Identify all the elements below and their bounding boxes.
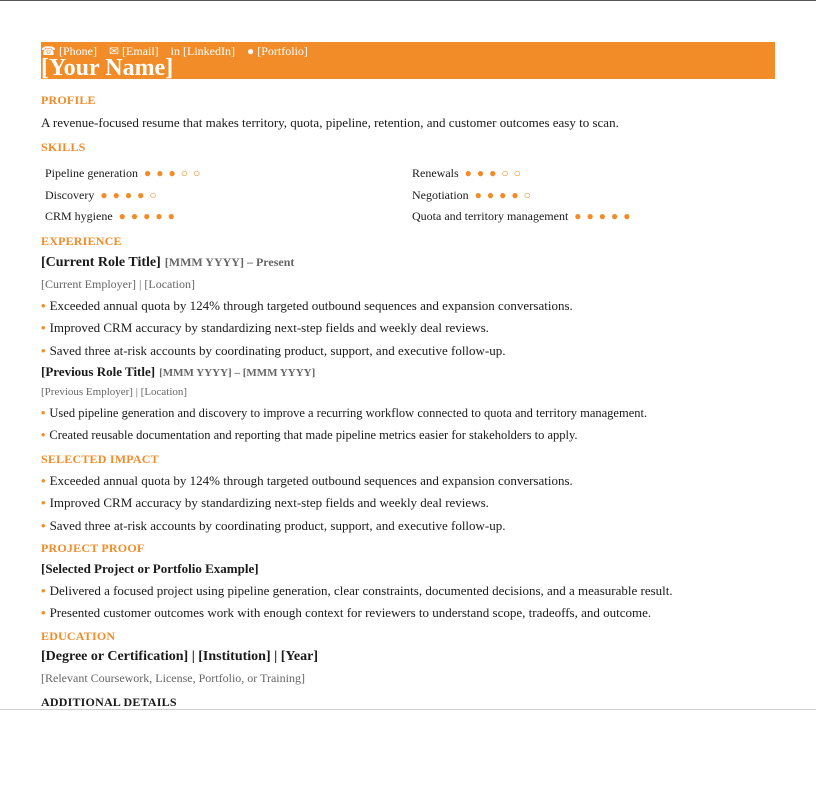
contact-linkedin: in [LinkedIn]: [170, 44, 235, 58]
bullet-dot: •: [41, 583, 46, 598]
top-rule: [0, 0, 816, 1]
skill-rating: ● ● ● ● ○: [474, 188, 532, 202]
impact-bullet: • Exceeded annual quota by 124% through targeted outbound sequences and expansion conversations.: [41, 473, 573, 488]
contact-portfolio: ● [Portfolio]: [246, 44, 308, 58]
bullet-dot: •: [41, 298, 46, 313]
resume-page: [41, 42, 775, 709]
skill-item: [45, 166, 201, 181]
job-title: [Current Role Title]: [41, 255, 161, 270]
skill-item: [45, 188, 158, 203]
impact-heading: SELECTED IMPACT: [41, 452, 159, 466]
contact-phone: ☎ [Phone]: [41, 44, 97, 58]
skill-item: [45, 209, 176, 224]
job-title-line: [41, 255, 294, 271]
project-heading: PROJECT PROOF: [41, 541, 145, 555]
skill-rating: ● ● ● ● ●: [574, 209, 632, 223]
contact-email: ✉ [Email]: [108, 44, 159, 58]
bullet-dot: •: [41, 343, 46, 358]
education-degree: [Degree or Certification] | [Institution] | [Year]: [41, 649, 319, 664]
skill-label: CRM hygiene: [45, 209, 113, 223]
bullet-dot: •: [41, 428, 46, 442]
profile-heading: PROFILE: [41, 93, 96, 107]
job-bullet: • Exceeded annual quota by 124% through targeted outbound sequences and expansion conversations.: [41, 298, 573, 313]
skill-label: Pipeline generation: [45, 166, 138, 180]
education-heading: EDUCATION: [41, 629, 116, 643]
job-dates: [MMM YYYY] – [MMM YYYY]: [159, 367, 316, 379]
project-bullet: • Presented customer outcomes work with enough context for reviewers to understand scope, tradeoffs, and outcome.: [41, 605, 652, 620]
job-bullet: • Created reusable documentation and reporting that made pipeline metrics easier for stakeholders to apply.: [41, 428, 578, 442]
skill-label: Negotiation: [412, 188, 469, 202]
job-bullet: • Used pipeline generation and discovery to improve a recurring workflow connected to quota and territory management.: [41, 406, 648, 420]
experience-heading: EXPERIENCE: [41, 234, 122, 248]
impact-bullet: • Saved three at-risk accounts by coordinating product, support, and executive follow-up.: [41, 518, 506, 533]
additional-heading: ADDITIONAL DETAILS: [41, 695, 177, 709]
job-employer: [Current Employer] | [Location]: [41, 277, 196, 291]
project-bullet: • Delivered a focused project using pipeline generation, clear constraints, documented decisions, and a measurable result.: [41, 583, 673, 598]
skill-label: Quota and territory management: [412, 209, 569, 223]
job-employer: [Previous Employer] | [Location]: [41, 386, 188, 398]
project-title: [Selected Project or Portfolio Example]: [41, 561, 259, 576]
job-title: [Previous Role Title]: [41, 364, 156, 379]
job-bullet: • Improved CRM accuracy by standardizing next-step fields and weekly deal reviews.: [41, 320, 489, 335]
skills-heading: SKILLS: [41, 140, 86, 154]
skill-label: Discovery: [45, 188, 95, 202]
bullet-dot: •: [41, 320, 46, 335]
skill-label: Renewals: [412, 166, 459, 180]
impact-bullet: • Improved CRM accuracy by standardizing next-step fields and weekly deal reviews.: [41, 495, 489, 510]
profile-text: A revenue-focused resume that makes territory, quota, pipeline, retention, and customer outcomes easy to scan.: [41, 115, 619, 130]
bullet-dot: •: [41, 605, 46, 620]
job-dates: [MMM YYYY] – Present: [164, 255, 295, 269]
skill-item: [412, 188, 532, 203]
skill-item: [412, 166, 522, 181]
resume-header: [41, 42, 775, 79]
bullet-dot: •: [41, 473, 46, 488]
skill-rating: ● ● ● ○ ○: [143, 166, 202, 180]
job-title-line: [41, 364, 315, 380]
education-details: [Relevant Coursework, License, Portfolio, or Training]: [41, 671, 305, 685]
bottom-rule: [0, 709, 816, 710]
bullet-dot: •: [41, 495, 46, 510]
skill-item: [412, 209, 632, 224]
skill-rating: ● ● ● ○ ○: [464, 166, 522, 180]
candidate-name: [Your Name]: [41, 55, 174, 81]
bullet-dot: •: [41, 406, 46, 420]
skill-rating: ● ● ● ● ○: [100, 188, 158, 202]
bullet-dot: •: [41, 518, 46, 533]
job-bullet: • Saved three at-risk accounts by coordinating product, support, and executive follow-up.: [41, 343, 506, 358]
skill-rating: ● ● ● ● ●: [118, 209, 176, 223]
